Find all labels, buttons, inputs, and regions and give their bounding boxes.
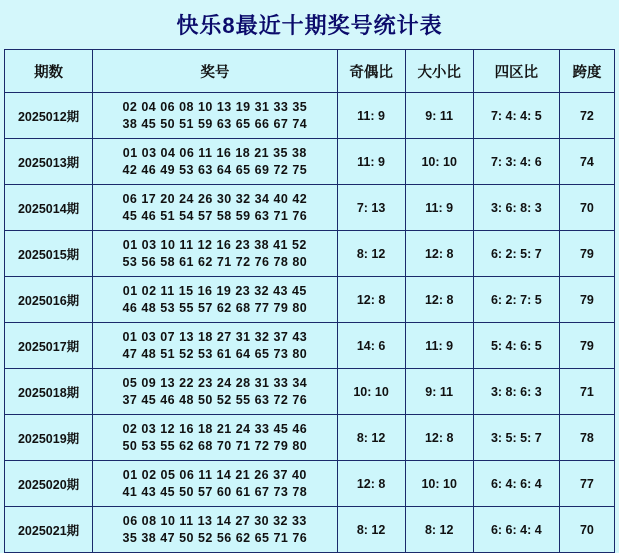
numbers-line-2: 46 48 53 55 57 62 68 77 79 80	[122, 300, 308, 315]
cell-odd-even: 12: 8	[337, 461, 405, 507]
numbers-line-1: 01 02 05 06 11 14 21 26 37 40	[122, 467, 307, 482]
numbers-line-1: 01 03 07 13 18 27 31 32 37 43	[122, 329, 308, 344]
table-row	[5, 415, 615, 461]
cell-four-zone: 6: 6: 4: 4	[473, 507, 559, 553]
cell-big-small: 9: 11	[405, 369, 473, 415]
numbers-line-1: 06 17 20 24 26 30 32 34 40 42	[122, 191, 308, 206]
cell-period: 2025019期	[5, 415, 93, 461]
table-row	[5, 139, 615, 185]
cell-big-small: 9: 11	[405, 93, 473, 139]
table-row	[5, 277, 615, 323]
cell-odd-even: 8: 12	[337, 231, 405, 277]
column-header-span: 跨度	[559, 50, 614, 93]
cell-numbers	[93, 507, 337, 553]
cell-period: 2025021期	[5, 507, 93, 553]
cell-period: 2025012期	[5, 93, 93, 139]
cell-span: 74	[559, 139, 614, 185]
cell-big-small: 8: 12	[405, 507, 473, 553]
cell-big-small: 10: 10	[405, 139, 473, 185]
cell-span: 70	[559, 507, 614, 553]
cell-four-zone: 3: 8: 6: 3	[473, 369, 559, 415]
column-header-period: 期数	[5, 50, 93, 93]
cell-numbers	[93, 323, 337, 369]
numbers-line-2: 50 53 55 62 68 70 71 72 79 80	[122, 438, 308, 453]
cell-numbers	[93, 185, 337, 231]
numbers-line-1: 05 09 13 22 23 24 28 31 33 34	[122, 375, 308, 390]
cell-big-small: 11: 9	[405, 185, 473, 231]
cell-odd-even: 11: 9	[337, 93, 405, 139]
cell-big-small: 12: 8	[405, 415, 473, 461]
cell-four-zone: 7: 4: 4: 5	[473, 93, 559, 139]
cell-span: 78	[559, 415, 614, 461]
cell-period: 2025018期	[5, 369, 93, 415]
cell-big-small: 10: 10	[405, 461, 473, 507]
column-header-odd-even: 奇偶比	[337, 50, 405, 93]
table-row	[5, 369, 615, 415]
cell-numbers	[93, 231, 337, 277]
cell-span: 77	[559, 461, 614, 507]
cell-odd-even: 14: 6	[337, 323, 405, 369]
numbers-line-1: 01 03 04 06 11 16 18 21 35 38	[122, 145, 307, 160]
cell-span: 79	[559, 277, 614, 323]
cell-period: 2025014期	[5, 185, 93, 231]
numbers-line-2: 53 56 58 61 62 71 72 76 78 80	[122, 254, 308, 269]
cell-big-small: 12: 8	[405, 231, 473, 277]
page-title: 快乐8最近十期奖号统计表	[176, 13, 443, 38]
numbers-line-2: 38 45 50 51 59 63 65 66 67 74	[122, 116, 308, 131]
cell-odd-even: 11: 9	[337, 139, 405, 185]
cell-numbers	[93, 369, 337, 415]
cell-period: 2025013期	[5, 139, 93, 185]
cell-four-zone: 5: 4: 6: 5	[473, 323, 559, 369]
numbers-line-1: 06 08 10 11 13 14 27 30 32 33	[122, 513, 307, 528]
column-header-numbers: 奖号	[93, 50, 337, 93]
numbers-line-2: 45 46 51 54 57 58 59 63 71 76	[122, 208, 308, 223]
column-header-four-zone: 四区比	[473, 50, 559, 93]
column-header-big-small: 大小比	[405, 50, 473, 93]
cell-four-zone: 6: 4: 6: 4	[473, 461, 559, 507]
cell-odd-even: 10: 10	[337, 369, 405, 415]
cell-odd-even: 7: 13	[337, 185, 405, 231]
table-row	[5, 461, 615, 507]
numbers-line-1: 01 02 11 15 16 19 23 32 43 45	[122, 283, 307, 298]
cell-four-zone: 6: 2: 7: 5	[473, 277, 559, 323]
cell-odd-even: 12: 8	[337, 277, 405, 323]
numbers-line-2: 47 48 51 52 53 61 64 65 73 80	[122, 346, 308, 361]
table-row	[5, 231, 615, 277]
cell-big-small: 11: 9	[405, 323, 473, 369]
cell-four-zone: 6: 2: 5: 7	[473, 231, 559, 277]
numbers-line-2: 42 46 49 53 63 64 65 69 72 75	[122, 162, 308, 177]
numbers-line-1: 01 03 10 11 12 16 23 38 41 52	[122, 237, 307, 252]
numbers-line-2: 37 45 46 48 50 52 55 63 72 76	[122, 392, 308, 407]
cell-numbers	[93, 461, 337, 507]
cell-span: 70	[559, 185, 614, 231]
cell-period: 2025017期	[5, 323, 93, 369]
cell-period: 2025020期	[5, 461, 93, 507]
table-row	[5, 185, 615, 231]
cell-odd-even: 8: 12	[337, 507, 405, 553]
cell-big-small: 12: 8	[405, 277, 473, 323]
cell-span: 79	[559, 323, 614, 369]
cell-period: 2025015期	[5, 231, 93, 277]
numbers-line-2: 35 38 47 50 52 56 62 65 71 76	[122, 530, 308, 545]
cell-numbers	[93, 139, 337, 185]
numbers-line-1: 02 03 12 16 18 21 24 33 45 46	[122, 421, 308, 436]
cell-period: 2025016期	[5, 277, 93, 323]
cell-numbers	[93, 277, 337, 323]
cell-four-zone: 3: 5: 5: 7	[473, 415, 559, 461]
numbers-line-2: 41 43 45 50 57 60 61 67 73 78	[122, 484, 308, 499]
table-row	[5, 93, 615, 139]
cell-numbers	[93, 415, 337, 461]
cell-span: 71	[559, 369, 614, 415]
cell-four-zone: 7: 3: 4: 6	[473, 139, 559, 185]
cell-span: 79	[559, 231, 614, 277]
cell-odd-even: 8: 12	[337, 415, 405, 461]
table-row	[5, 507, 615, 553]
cell-numbers	[93, 93, 337, 139]
numbers-line-1: 02 04 06 08 10 13 19 31 33 35	[122, 99, 308, 114]
cell-four-zone: 3: 6: 8: 3	[473, 185, 559, 231]
lottery-statistics-table	[4, 49, 615, 553]
cell-span: 72	[559, 93, 614, 139]
table-header-row	[5, 50, 615, 93]
table-row	[5, 323, 615, 369]
